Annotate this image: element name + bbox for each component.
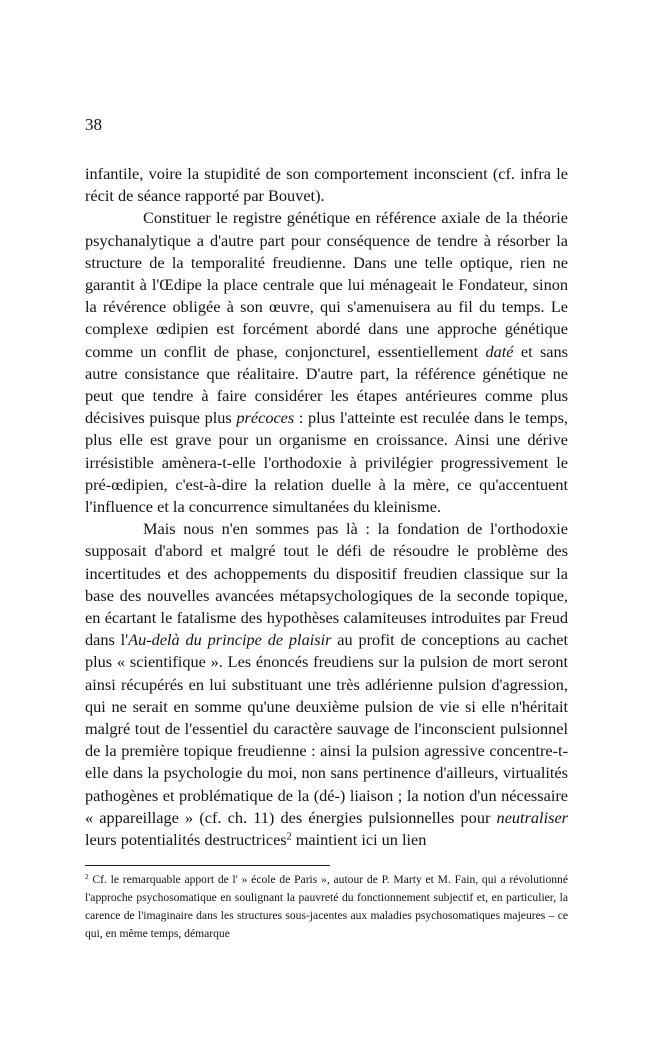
text-run: leurs potentialités destructrices [85,830,287,850]
text-run: et sans autre consistance que réalitaire. D'autre part, la référence génétique ne peut que tendre à faire considérer les étapes antérieures comme plus décisives puisque plus [85,341,569,428]
paragraph-continuation: infantile, voire la stupidité de son comportement inconscient (cf. infra le récit de séance rapporté par Bouvet). [85,164,568,206]
footnote-marker: 2 [85,873,89,882]
text-run: au profit de conceptions au cachet plus « scientifique ». Les énoncés freudiens sur la pulsion de mort seront ainsi récupérés en lui substituant une très adlérienne pulsion d'agression, qui ne serait en somme qu'une deuxième pulsion de vie si elle n'héritait malgré tout de l'essentiel du caractère sauvage de l'inconscient pulsionnel de la première topique freudienne : ainsi la pulsion agressive concentre-t-elle dans la psychologie du moi, non sans pertinence d'ailleurs, virtualités pathogènes et problématique de la (dé-) liaison ; la notion d'un nécessaire « appareillage » (cf. ch. 11) des énergies pulsionnelles pour [85,630,569,827]
main-text [85,163,568,851]
emphasis-text: daté [485,341,514,361]
emphasis-text: neutraliser [496,807,568,827]
text-run: maintient ici un lien [291,830,427,850]
footnote-reference: 2 [286,831,292,843]
text-run: Mais nous n'en sommes pas là : la fondation de l'orthodoxie supposait d'abord et malgré tout le défi de résoudre le problème des incertitudes et des achoppements du dispositif freudien classique sur la base des nouvelles avancées métapsychologiques de la seconde topique, en écartant le fatalisme des hypothèses calamiteuses introduites par Freud dans l' [85,519,568,650]
paragraph [85,207,568,518]
emphasis-text: précoces [236,408,295,428]
page-number: 38 [85,115,102,134]
paragraph [85,518,568,851]
footnote-separator [85,865,330,866]
footnote-text: Cf. le remarquable apport de l' » école de Paris », autour de P. Marty et M. Fain, qui a révolutionné l'approche psychosomatique en soulignant la pauvreté du fonctionnement subjectif et, en particulier, la carence de l'imaginaire dans les structures sous-jacentes aux maladies psychosomatiques majeures – ce qui, en même temps, démarque [85,873,568,940]
emphasis-text: Au-delà du principe de plaisir [128,630,332,650]
footnote [85,871,568,943]
text-run: : plus l'atteinte est reculée dans le temps, plus elle est grave pour un organisme en croissance. Ainsi une dérive irrésistible amènera-t-elle l'orthodoxie à privilégier progressivement le pré-œdipien, c'est-à-dire la relation duelle à la mère, ce qu'accentuent l'influence et la concurrence simultanées du kleinisme. [85,408,569,517]
text-run: Constituer le registre génétique en référence axiale de la théorie psychanalytique a d'autre part pour conséquence de tendre à résorber la structure de la temporalité freudienne. Dans une telle optique, rien ne garantit à l'Œdipe la place centrale que lui ménageait le Fondateur, sinon la révérence obligée à son œuvre, qui s'amenuisera au fil du temps. Le complexe œdipien est forcément abordé dans une approche génétique comme un conflit de phase, conjoncturel, essentiellement [85,208,568,361]
